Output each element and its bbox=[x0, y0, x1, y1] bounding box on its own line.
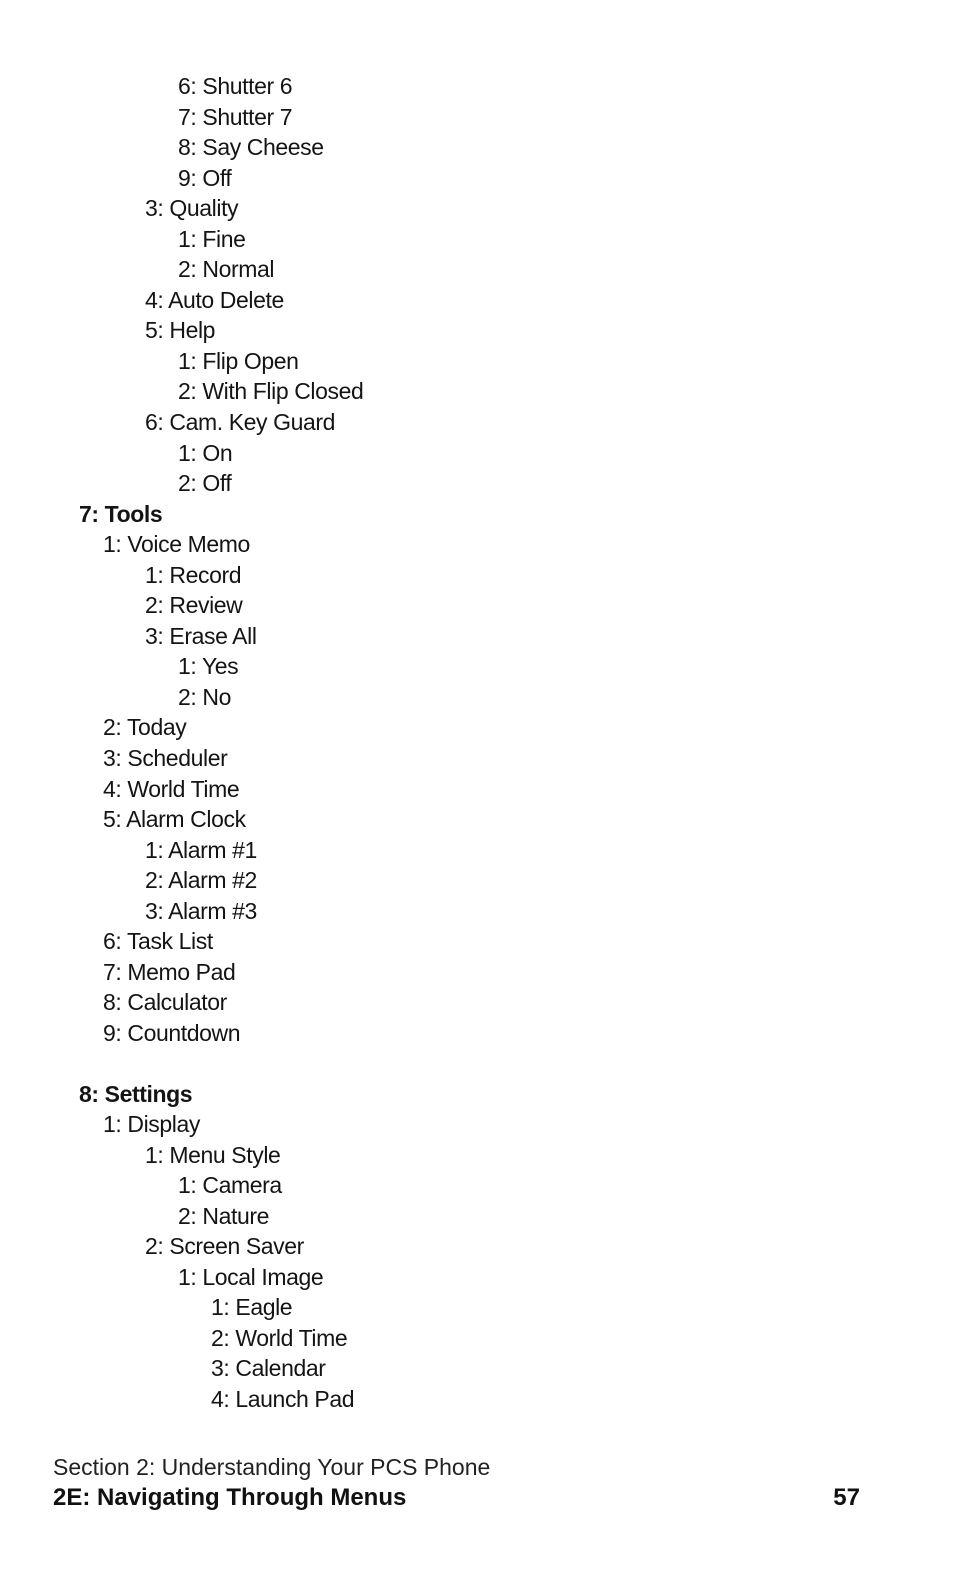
menu-item: 5: Alarm Clock bbox=[103, 806, 246, 833]
menu-item: 1: Record bbox=[145, 561, 242, 588]
menu-item: 2: Review bbox=[145, 592, 243, 619]
menu-item: 2: No bbox=[178, 683, 231, 710]
menu-item: 7: Shutter 7 bbox=[178, 103, 293, 130]
menu-item: 1: Voice Memo bbox=[103, 531, 250, 558]
menu-item: 2: Off bbox=[178, 470, 232, 497]
menu-section-heading: 8: Settings bbox=[79, 1080, 193, 1107]
menu-item: 1: Menu Style bbox=[145, 1141, 281, 1168]
menu-item: 2: With Flip Closed bbox=[178, 378, 364, 405]
menu-item: 8: Say Cheese bbox=[178, 134, 324, 161]
menu-item: 9: Countdown bbox=[103, 1019, 241, 1046]
footer-section-title: Section 2: Understanding Your PCS Phone bbox=[53, 1454, 491, 1480]
menu-item: 6: Cam. Key Guard bbox=[145, 409, 336, 436]
menu-outline bbox=[0, 71, 954, 1415]
menu-item: 5: Help bbox=[145, 317, 216, 344]
menu-item: 6: Shutter 6 bbox=[178, 73, 293, 99]
menu-item: 8: Calculator bbox=[103, 989, 227, 1016]
menu-item: 2: Normal bbox=[178, 256, 275, 283]
menu-item: 1: Display bbox=[103, 1111, 200, 1138]
menu-item: 4: Auto Delete bbox=[145, 286, 284, 313]
menu-item: 1: Eagle bbox=[211, 1294, 293, 1321]
menu-item: 2: Screen Saver bbox=[145, 1233, 304, 1260]
menu-item: 2: Today bbox=[103, 714, 187, 741]
menu-item: 2: Nature bbox=[178, 1202, 270, 1229]
menu-item: 7: Memo Pad bbox=[103, 958, 236, 985]
menu-section-heading: 7: Tools bbox=[79, 500, 163, 527]
menu-item: 3: Erase All bbox=[145, 622, 257, 649]
menu-item: 1: Local Image bbox=[178, 1263, 324, 1290]
footer-chapter-title: 2E: Navigating Through Menus bbox=[53, 1484, 407, 1511]
menu-item: 2: Alarm #2 bbox=[145, 867, 257, 894]
menu-item: 1: Fine bbox=[178, 225, 246, 252]
menu-item: 1: On bbox=[178, 439, 233, 466]
menu-item: 1: Camera bbox=[178, 1172, 282, 1199]
spacer-line bbox=[0, 1049, 954, 1079]
menu-item: 4: Launch Pad bbox=[211, 1385, 355, 1412]
menu-item: 6: Task List bbox=[103, 928, 213, 955]
menu-item: 1: Yes bbox=[178, 653, 239, 680]
menu-item: 3: Calendar bbox=[211, 1355, 326, 1382]
page-number: 57 bbox=[833, 1484, 860, 1511]
menu-item: 3: Scheduler bbox=[103, 745, 228, 772]
menu-item: 3: Quality bbox=[145, 195, 239, 222]
menu-item: 3: Alarm #3 bbox=[145, 897, 257, 924]
menu-item: 9: Off bbox=[178, 164, 232, 191]
menu-item: 1: Flip Open bbox=[178, 347, 299, 374]
menu-item: 4: World Time bbox=[103, 775, 240, 802]
menu-item: 2: World Time bbox=[211, 1324, 348, 1351]
menu-item: 1: Alarm #1 bbox=[145, 836, 257, 863]
